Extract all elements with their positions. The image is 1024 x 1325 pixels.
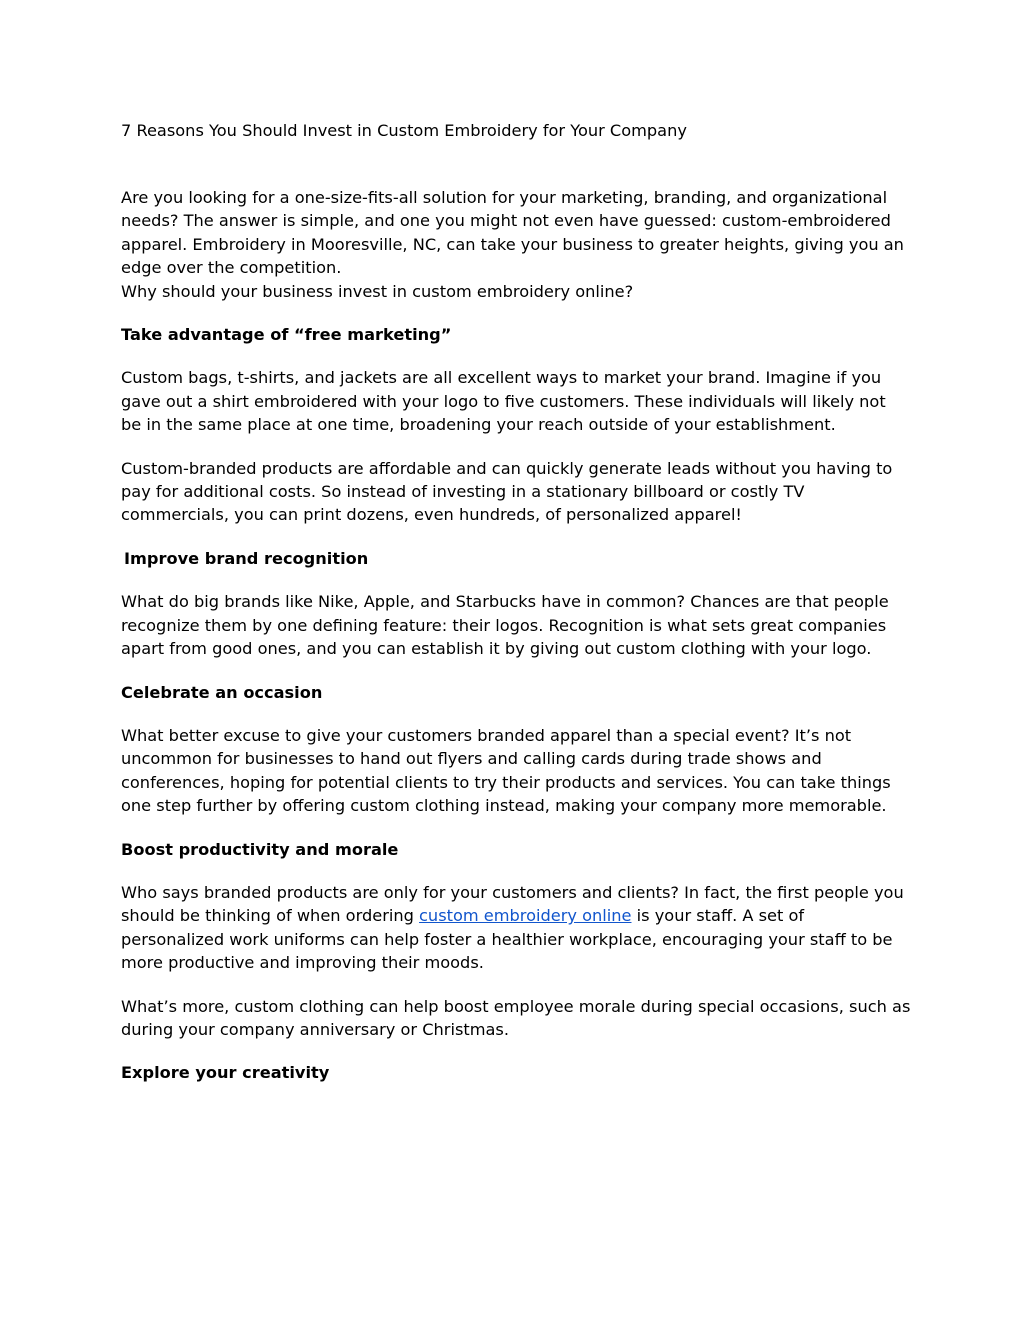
boost-productivity-text-after-link: is your staff. A set of personalized work uniforms can help foster a healthier workplace, encouraging your staff to be more productive and improving their moods. — [121, 906, 893, 973]
section-heading-free-marketing: Take advantage of “free marketing” — [121, 325, 452, 345]
boost-productivity-paragraph-1 — [121, 881, 911, 975]
section-heading-explore-creativity: Explore your creativity — [121, 1063, 330, 1083]
celebrate-occasion-paragraph: What better excuse to give your customers branded apparel than a special event? It’s not uncommon for businesses to hand out flyers and calling cards during trade shows and conferences, hoping for potential clients to try their products and services. You can take things one step further by offering custom clothing instead, making your company more memorable. — [121, 725, 891, 816]
section-heading-celebrate-occasion: Celebrate an occasion — [121, 682, 323, 702]
brand-recognition-paragraph: What do big brands like Nike, Apple, and Starbucks have in common? Chances are that people recognize them by one defining feature: their logos. Recognition is what sets great companies apart from good ones, and you can establish it by giving out custom clothing with your logo. — [121, 592, 889, 659]
section-heading-brand-recognition: Improve brand recognition — [124, 548, 369, 568]
free-marketing-paragraph-2: Custom-branded products are affordable and can quickly generate leads without you having to pay for additional costs. So instead of investing in a stationary billboard or costly TV commercials, you can print dozens, even hundreds, of personalized apparel! — [121, 458, 893, 525]
intro-paragraph: Are you looking for a one-size-fits-all solution for your marketing, branding, and organizational needs? The answer is simple, and one you might not even have guessed: custom-embroidered apparel. Embroidery in Mooresville, NC, can take your business to greater heights, giving you an edge over the competition. — [121, 188, 904, 278]
document-title: 7 Reasons You Should Invest in Custom Embroidery for Your Company — [121, 121, 687, 140]
question-paragraph: Why should your business invest in custom embroidery online? — [121, 281, 634, 301]
custom-embroidery-online-link[interactable]: custom embroidery online — [419, 906, 632, 926]
free-marketing-paragraph-1: Custom bags, t-shirts, and jackets are all excellent ways to market your brand. Imagine if you gave out a shirt embroidered with your logo to five customers. These individuals will likely not be in the same place at one time, broadening your reach outside of your establishment. — [121, 368, 886, 435]
document-page — [121, 119, 911, 1105]
boost-productivity-paragraph-2: What’s more, custom clothing can help boost employee morale during special occasions, such as during your company anniversary or Christmas. — [121, 996, 911, 1039]
section-heading-boost-productivity: Boost productivity and morale — [121, 839, 399, 859]
boost-productivity-text-before-link: Who says branded products are only for your customers and clients? In fact, the first people you should be thinking of when ordering — [121, 882, 904, 926]
